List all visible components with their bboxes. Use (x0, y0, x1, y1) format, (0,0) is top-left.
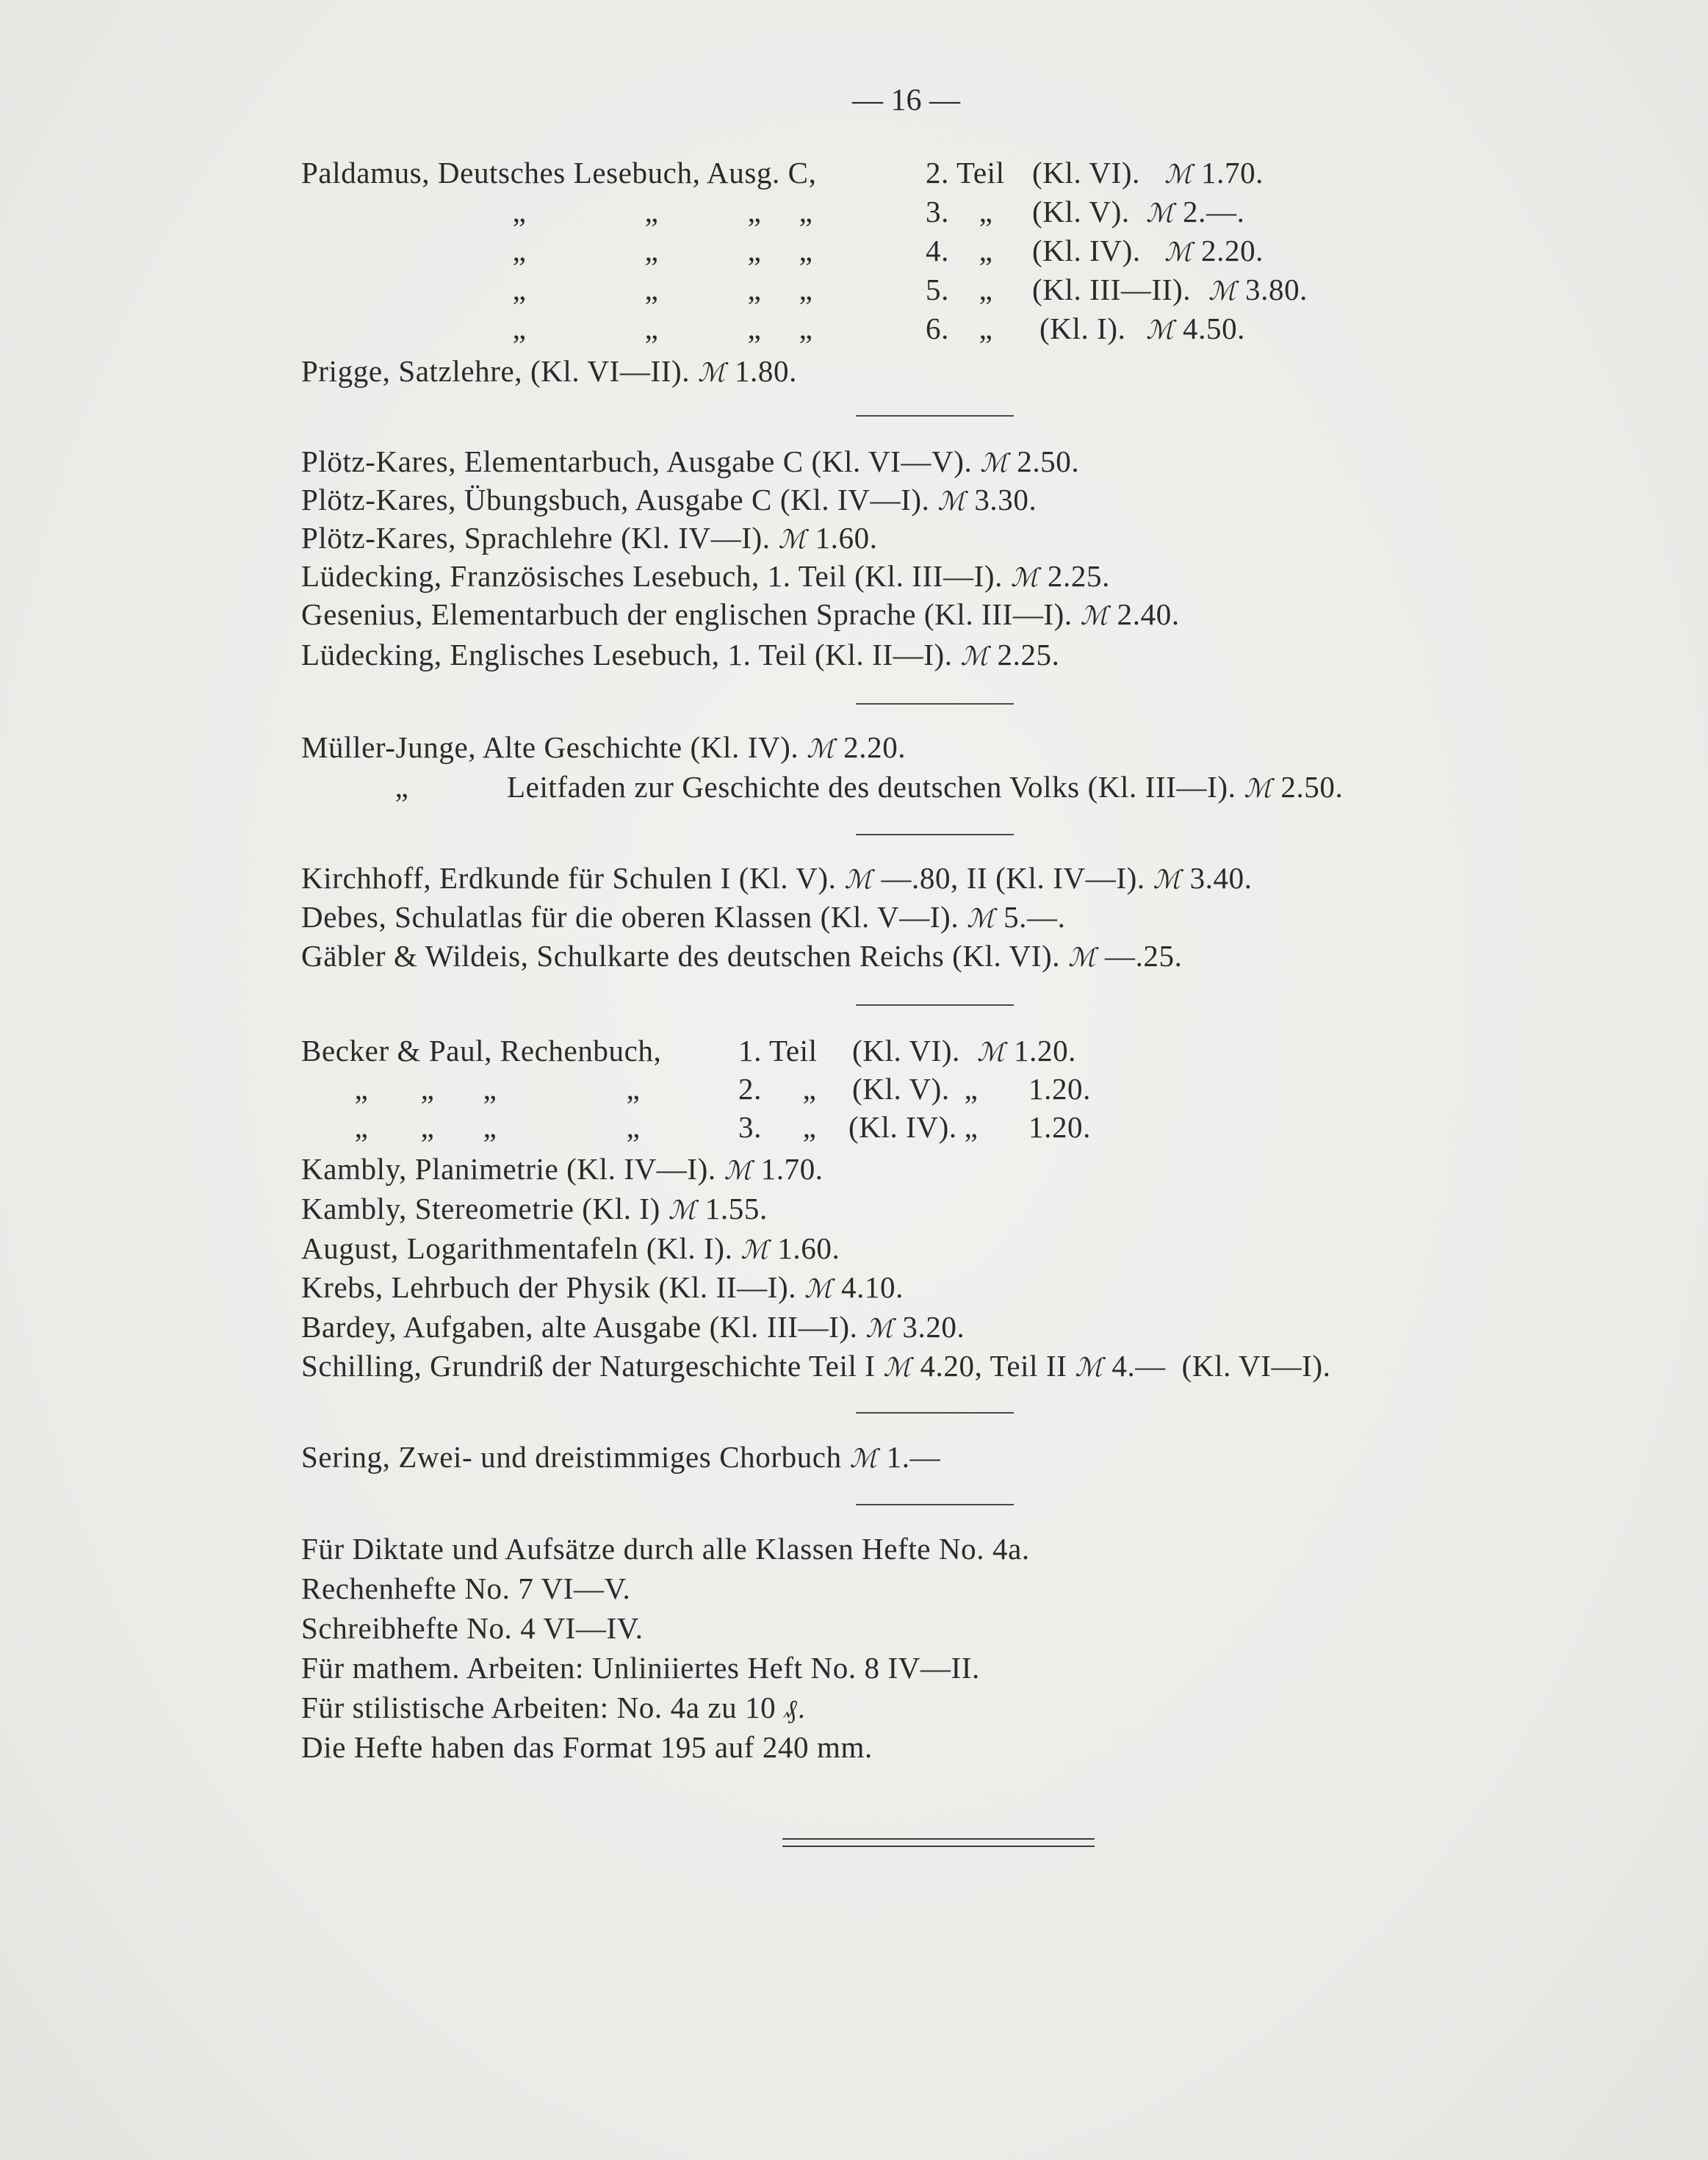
ditto-mark: „ (512, 234, 527, 267)
paldamus-part: 6. (926, 312, 949, 345)
ditto-mark: „ (644, 273, 659, 306)
paldamus-class: (Kl. III—II). (1032, 273, 1192, 306)
book-line: Kirchhoff, Erdkunde für Schulen I (Kl. V). ℳ —.80, II (Kl. IV—I). ℳ 3.40. (301, 861, 1253, 895)
ditto-mark: „ (512, 195, 527, 228)
mark-currency-symbol: ℳ (1146, 199, 1175, 228)
ditto-mark: „ (747, 273, 762, 306)
document-page: — 16 — Paldamus, Deutsches Lesebuch, Ausg. C, 2. Teil (Kl. VI). ℳ 1.70. „ „ „ „ 3. „ (Kl. V). ℳ 2.—. „ „ „ „ 4. „ (Kl. IV). ℳ 2.20. „ „ „ „ 5. „ (Kl. III—II). ℳ 3.80. „ „ „ „ 6. „ (Kl. I). ℳ 4.50. Prigge, Satzlehre, (Kl. VI—II). ℳ 1.80. Plötz-Kares, Elementarbuch, Ausgabe C (Kl. VI—V). ℳ 2.50. Plötz-Kares, Übungsbuch, Ausgabe C (Kl. IV—I). ℳ 3.30. Plötz-Kares, Sprachlehre (Kl. IV—I). ℳ 1.60. Lüdecking, Französisches Lesebuch, 1. Teil (Kl. III—I). ℳ 2.25. Gesenius, Elementarbuch der englischen Sprache (Kl. III—I). ℳ 2.40. Lüdecking, Englisches Lesebuch, 1. Teil (Kl. II—I). ℳ 2.25. Müller-Junge, Alte Geschichte (Kl. IV). ℳ 2.20. „ Leitfaden zur Geschichte des deutschen Volks (Kl. III—I). ℳ 2.50. Kirchhoff, Erdkunde für Schulen I (Kl. V). ℳ —.80, II (Kl. IV—I). ℳ 3.40. Debes, Schulatlas für die oberen Klassen (Kl. V—I). ℳ 5.—. Gäbler & Wildeis, Schulkarte des deutschen Reichs (Kl. VI). ℳ —.25. Becker & Paul, Rechenbuch, 1. Teil (Kl. VI). ℳ 1.20. „ „ „ „ 2. „ (Kl. V). „ 1.20. „ „ „ „ 3. „ (Kl. IV). „ 1.20. Kambly, Planimetrie (Kl. IV—I). ℳ 1.70. Kambly, Stereometrie (Kl. I) ℳ 1.55. August, Logarithmentafeln (Kl. I). ℳ 1.60. Krebs, Lehrbuch der Physik (Kl. II—I). ℳ 4.10. Bardey, Aufgaben, alte Ausgabe (Kl. III—I). ℳ 3.20. Schilling, Grundriß der Naturgeschichte Teil I ℳ 4.20, Teil II ℳ 4.— (Kl. VI—I). Sering, Zwei- und dreistimmiges Chorbuch ℳ 1.— Für Diktate und Aufsätze durch alle Klassen Hefte No. 4a. Rechenhefte No. 7 VI—V. Schreibhefte No. 4 VI—IV. Für mathem. Arbeiten: Unliniiertes Heft No. 8 IV—II. Für stilistische Arbeiten: No. 4a zu 10 ₰. Die Hefte haben das Format 195 auf 240 mm. (0, 0, 1708, 2160)
ditto-mark: „ (644, 234, 659, 267)
mark-currency-symbol: ℳ (849, 1444, 878, 1474)
paldamus-price: ℳ 2.20. (1164, 234, 1264, 267)
notebook-line: Für stilistische Arbeiten: No. 4a zu 10 ₰. (301, 1691, 806, 1724)
mark-currency-symbol: ℳ (980, 449, 1009, 478)
book-line: Gäbler & Wildeis, Schulkarte des deutschen Reichs (Kl. VI). ℳ —.25. (301, 939, 1183, 973)
paldamus-class: (Kl. V). (1032, 195, 1130, 228)
ditto-mark: „ (799, 273, 813, 306)
ditto-mark: „ (483, 1072, 497, 1106)
book-line: Kambly, Stereometrie (Kl. I) ℳ 1.55. (301, 1192, 768, 1225)
ditto-mark: „ (644, 312, 659, 345)
paldamus-price: ℳ 1.70. (1164, 156, 1264, 190)
mark-currency-symbol: ℳ (697, 359, 726, 388)
mark-currency-symbol: ℳ (1164, 160, 1193, 190)
paldamus-part: 2. Teil (926, 156, 1005, 190)
mark-currency-symbol: ℳ (807, 735, 835, 764)
ditto-mark: „ (512, 312, 527, 345)
section-divider (856, 703, 1014, 705)
book-line: Lüdecking, Französisches Lesebuch, 1. Teil (Kl. III—I). ℳ 2.25. (301, 559, 1110, 593)
end-rule-top (782, 1838, 1095, 1840)
mark-currency-symbol: ℳ (960, 642, 989, 672)
book-line: Plötz-Kares, Übungsbuch, Ausgabe C (Kl. IV—I). ℳ 3.30. (301, 483, 1037, 516)
ditto-mark: „ (512, 273, 527, 306)
ditto-mark: „ (979, 273, 993, 306)
ditto-mark: „ (747, 312, 762, 345)
ditto-mark: „ (626, 1110, 641, 1144)
mark-currency-symbol: ℳ (967, 904, 995, 934)
mark-currency-symbol: ℳ (741, 1236, 769, 1265)
section-divider (856, 834, 1014, 835)
book-line: Krebs, Lehrbuch der Physik (Kl. II—I). ℳ 4.10. (301, 1270, 904, 1304)
mark-currency-symbol: ℳ (937, 487, 966, 516)
paldamus-part: 3. (926, 195, 949, 228)
ditto-mark: „ (799, 312, 813, 345)
paldamus-part: 4. (926, 234, 949, 267)
notebook-line: Die Hefte haben das Format 195 auf 240 mm. (301, 1730, 873, 1764)
ditto-mark: „ (979, 195, 993, 228)
notebook-line: Für mathem. Arbeiten: Unliniiertes Heft No. 8 IV—II. (301, 1651, 980, 1685)
mark-currency-symbol: ℳ (778, 525, 807, 555)
ditto-mark: „ (483, 1110, 497, 1144)
section-divider (856, 1004, 1014, 1006)
ditto-mark: „ (354, 1110, 369, 1144)
mark-currency-symbol: ℳ (977, 1038, 1006, 1068)
mark-currency-symbol: ℳ (1208, 277, 1237, 306)
page-number: — 16 — (852, 84, 960, 118)
paldamus-class: (Kl. VI). (1032, 156, 1140, 190)
mark-currency-symbol: ℳ (1010, 564, 1039, 593)
ditto-mark: „ (644, 195, 659, 228)
ditto-mark: „ (964, 1110, 979, 1144)
ditto-mark: „ (394, 770, 409, 804)
section-divider (856, 1412, 1014, 1414)
paldamus-row-1 (301, 154, 1264, 191)
ditto-mark: „ (420, 1072, 435, 1106)
paldamus-price: ℳ 3.80. (1208, 273, 1308, 306)
ditto-mark: „ (626, 1072, 641, 1106)
book-line: Kambly, Planimetrie (Kl. IV—I). ℳ 1.70. (301, 1152, 824, 1186)
end-rule-bottom (782, 1846, 1095, 1847)
paldamus-price: ℳ 2.—. (1146, 195, 1245, 228)
book-line: Schilling, Grundriß der Naturgeschichte Teil I ℳ 4.20, Teil II ℳ 4.— (Kl. VI—I). (301, 1349, 1331, 1383)
paldamus-title: Paldamus, Deutsches Lesebuch, Ausg. C, (301, 156, 817, 190)
section-divider (856, 1504, 1014, 1505)
ditto-mark: „ (802, 1072, 817, 1106)
book-line: Plötz-Kares, Elementarbuch, Ausgabe C (Kl. VI—V). ℳ 2.50. (301, 444, 1080, 478)
mark-currency-symbol: ℳ (883, 1353, 912, 1383)
paldamus-part: 5. (926, 273, 949, 306)
ditto-mark: „ (964, 1072, 979, 1106)
paldamus-class: (Kl. I). (1039, 312, 1126, 345)
mark-currency-symbol: ℳ (1080, 602, 1109, 631)
prigge-line: Prigge, Satzlehre, (Kl. VI—II). ℳ 1.80. (301, 354, 797, 388)
book-line: Lüdecking, Englisches Lesebuch, 1. Teil (Kl. II—I). ℳ 2.25. (301, 638, 1060, 672)
book-line: August, Logarithmentafeln (Kl. I). ℳ 1.60. (301, 1231, 840, 1265)
notebook-line: Schreibhefte No. 4 VI—IV. (301, 1611, 644, 1645)
ditto-mark: „ (799, 195, 813, 228)
ditto-mark: „ (747, 234, 762, 267)
mark-currency-symbol: ℳ (804, 1275, 832, 1304)
book-line: Müller-Junge, Alte Geschichte (Kl. IV). ℳ 2.20. (301, 730, 907, 764)
book-line: Debes, Schulatlas für die oberen Klassen (Kl. V—I). ℳ 5.—. (301, 900, 1066, 934)
mark-currency-symbol: ℳ (1067, 943, 1096, 973)
mark-currency-symbol: ℳ (724, 1156, 752, 1186)
ditto-mark: „ (802, 1110, 817, 1144)
ditto-mark: „ (747, 195, 762, 228)
mark-currency-symbol: ℳ (668, 1196, 696, 1225)
mark-currency-symbol: ℳ (844, 865, 873, 895)
ditto-mark: „ (420, 1110, 435, 1144)
mark-currency-symbol: ℳ (1164, 238, 1193, 267)
pfennig-symbol: ₰. (784, 1695, 806, 1724)
ditto-mark: „ (354, 1072, 369, 1106)
becker-row-1: Becker & Paul, Rechenbuch, 1. Teil (Kl. VI). ℳ 1.20. (301, 1034, 1077, 1068)
book-line: Sering, Zwei- und dreistimmiges Chorbuch ℳ 1.— (301, 1440, 941, 1474)
paldamus-class: (Kl. IV). (1032, 234, 1141, 267)
book-line: Gesenius, Elementarbuch der englischen Sprache (Kl. III—I). ℳ 2.40. (301, 597, 1180, 631)
book-line: Plötz-Kares, Sprachlehre (Kl. IV—I). ℳ 1.60. (301, 521, 878, 555)
mark-currency-symbol: ℳ (1153, 865, 1181, 895)
ditto-mark: „ (979, 234, 993, 267)
mark-currency-symbol: ℳ (1146, 316, 1175, 345)
mark-currency-symbol: ℳ (1075, 1353, 1103, 1383)
notebook-line: Für Diktate und Aufsätze durch alle Klassen Hefte No. 4a. (301, 1532, 1030, 1566)
mark-currency-symbol: ℳ (865, 1314, 894, 1344)
mark-currency-symbol: ℳ (1244, 774, 1272, 804)
section-divider (856, 415, 1014, 417)
ditto-mark: „ (799, 234, 813, 267)
paldamus-price: ℳ 4.50. (1146, 312, 1246, 345)
ditto-mark: „ (979, 312, 993, 345)
notebook-line: Rechenhefte No. 7 VI—V. (301, 1572, 631, 1605)
book-line: Bardey, Aufgaben, alte Ausgabe (Kl. III—I). ℳ 3.20. (301, 1310, 965, 1344)
